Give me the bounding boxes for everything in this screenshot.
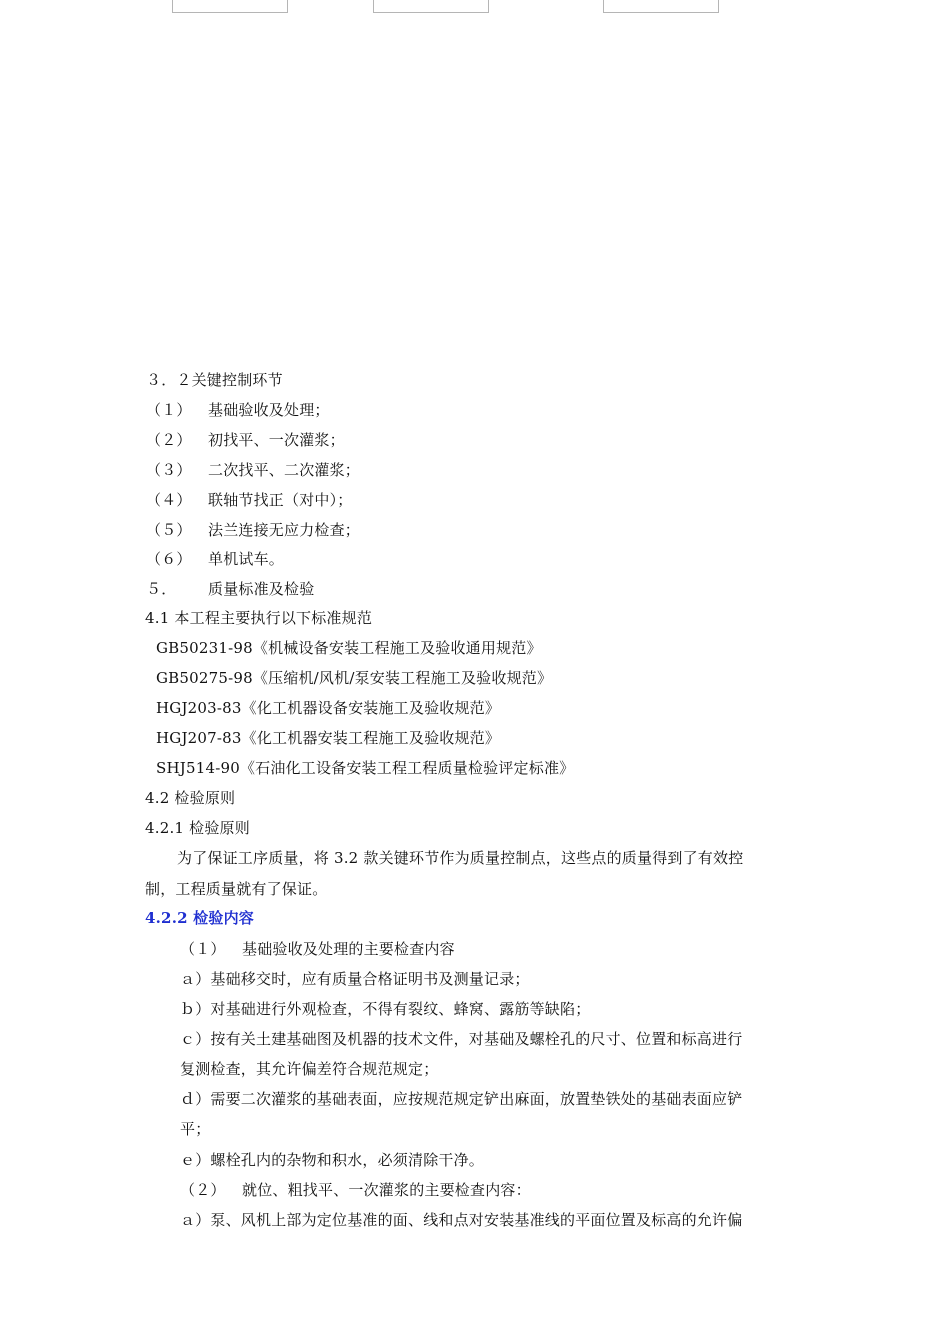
control-item-text: 单机试车。 [208, 550, 285, 568]
control-item-number: （３） [146, 461, 192, 479]
control-item-5 [146, 520, 360, 540]
control-item-number: （６） [146, 550, 192, 568]
inspection-item-b: ｂ）对基础进行外观检查，不得有裂纹、蜂窝、露筋等缺陷； [180, 1000, 591, 1018]
inspection-item-c-line-1: ｃ）按有关土建基础图及机器的技术文件，对基础及螺栓孔的尺寸、位置和标高进行 [180, 1030, 743, 1048]
principle-paragraph-line-1: 为了保证工序质量，将 3.2 款关键环节作为质量控制点，这些点的质量得到了有效控 [177, 849, 744, 867]
inspection-part-title: 就位、粗找平、一次灌浆的主要检查内容： [242, 1181, 531, 1199]
section-4-2-2-heading: 4.2.2 检验内容 [145, 909, 254, 927]
diagram-box-left [172, 0, 288, 13]
inspection-item-a: ａ）基础移交时，应有质量合格证明书及测量记录； [180, 970, 530, 988]
control-item-text: 基础验收及处理； [208, 401, 330, 419]
control-item-1 [146, 400, 330, 420]
diagram-box-right [603, 0, 719, 13]
inspection-part-1-heading [180, 939, 455, 959]
control-item-number: （２） [146, 431, 192, 449]
inspection-part-2-heading [180, 1180, 531, 1200]
inspection-item-e: ｅ）螺栓孔内的杂物和积水，必须清除干净。 [180, 1151, 485, 1169]
control-item-6 [146, 549, 284, 569]
standard-item: HGJ203-83《化工机器设备安装施工及验收规范》 [156, 699, 501, 717]
section-4-1-heading: 4.1 本工程主要执行以下标准规范 [145, 609, 373, 627]
section-5-heading [146, 579, 314, 599]
inspection-part-number: （１） [180, 940, 226, 958]
inspection-part-2-item-a-line-1: ａ）泵、风机上部为定位基准的面、线和点对安装基准线的平面位置及标高的允许偏 [180, 1211, 743, 1229]
control-item-text: 联轴节找正（对中）； [208, 491, 353, 509]
control-item-text: 二次找平、二次灌浆； [208, 461, 361, 479]
section-4-2-heading: 4.2 检验原则 [145, 789, 236, 807]
standard-item: GB50231-98《机械设备安装工程施工及验收通用规范》 [156, 639, 542, 657]
inspection-part-number: （２） [180, 1181, 226, 1199]
control-item-2 [146, 430, 345, 450]
standard-item: HGJ207-83《化工机器安装工程施工及验收规范》 [156, 729, 501, 747]
section-5-number: ５． [146, 580, 177, 598]
control-item-3 [146, 460, 360, 480]
standard-item: SHJ514-90《石油化工设备安装工程工程质量检验评定标准》 [156, 759, 575, 777]
control-item-number: （１） [146, 401, 192, 419]
principle-paragraph-line-2: 制，工程质量就有了保证。 [145, 880, 328, 898]
control-item-text: 法兰连接无应力检查； [208, 521, 361, 539]
control-item-number: （５） [146, 521, 192, 539]
section-5-title: 质量标准及检验 [208, 580, 315, 598]
control-item-4 [146, 490, 353, 510]
inspection-item-d-line-2: 平； [180, 1120, 211, 1138]
control-item-number: （４） [146, 491, 192, 509]
inspection-item-d-line-1: ｄ）需要二次灌浆的基础表面，应按规范规定铲出麻面，放置垫铁处的基础表面应铲 [180, 1090, 743, 1108]
control-item-text: 初找平、一次灌浆； [208, 431, 345, 449]
inspection-item-c-line-2: 复测检查，其允许偏差符合规范规定； [180, 1060, 439, 1078]
section-4-2-1-heading: 4.2.1 检验原则 [145, 819, 250, 837]
standard-item: GB50275-98《压缩机/风机/泵安装工程施工及验收规范》 [156, 669, 553, 687]
diagram-box-middle [373, 0, 489, 13]
inspection-part-title: 基础验收及处理的主要检查内容 [242, 940, 455, 958]
section-3-2-heading: ３．２关键控制环节 [146, 371, 283, 389]
